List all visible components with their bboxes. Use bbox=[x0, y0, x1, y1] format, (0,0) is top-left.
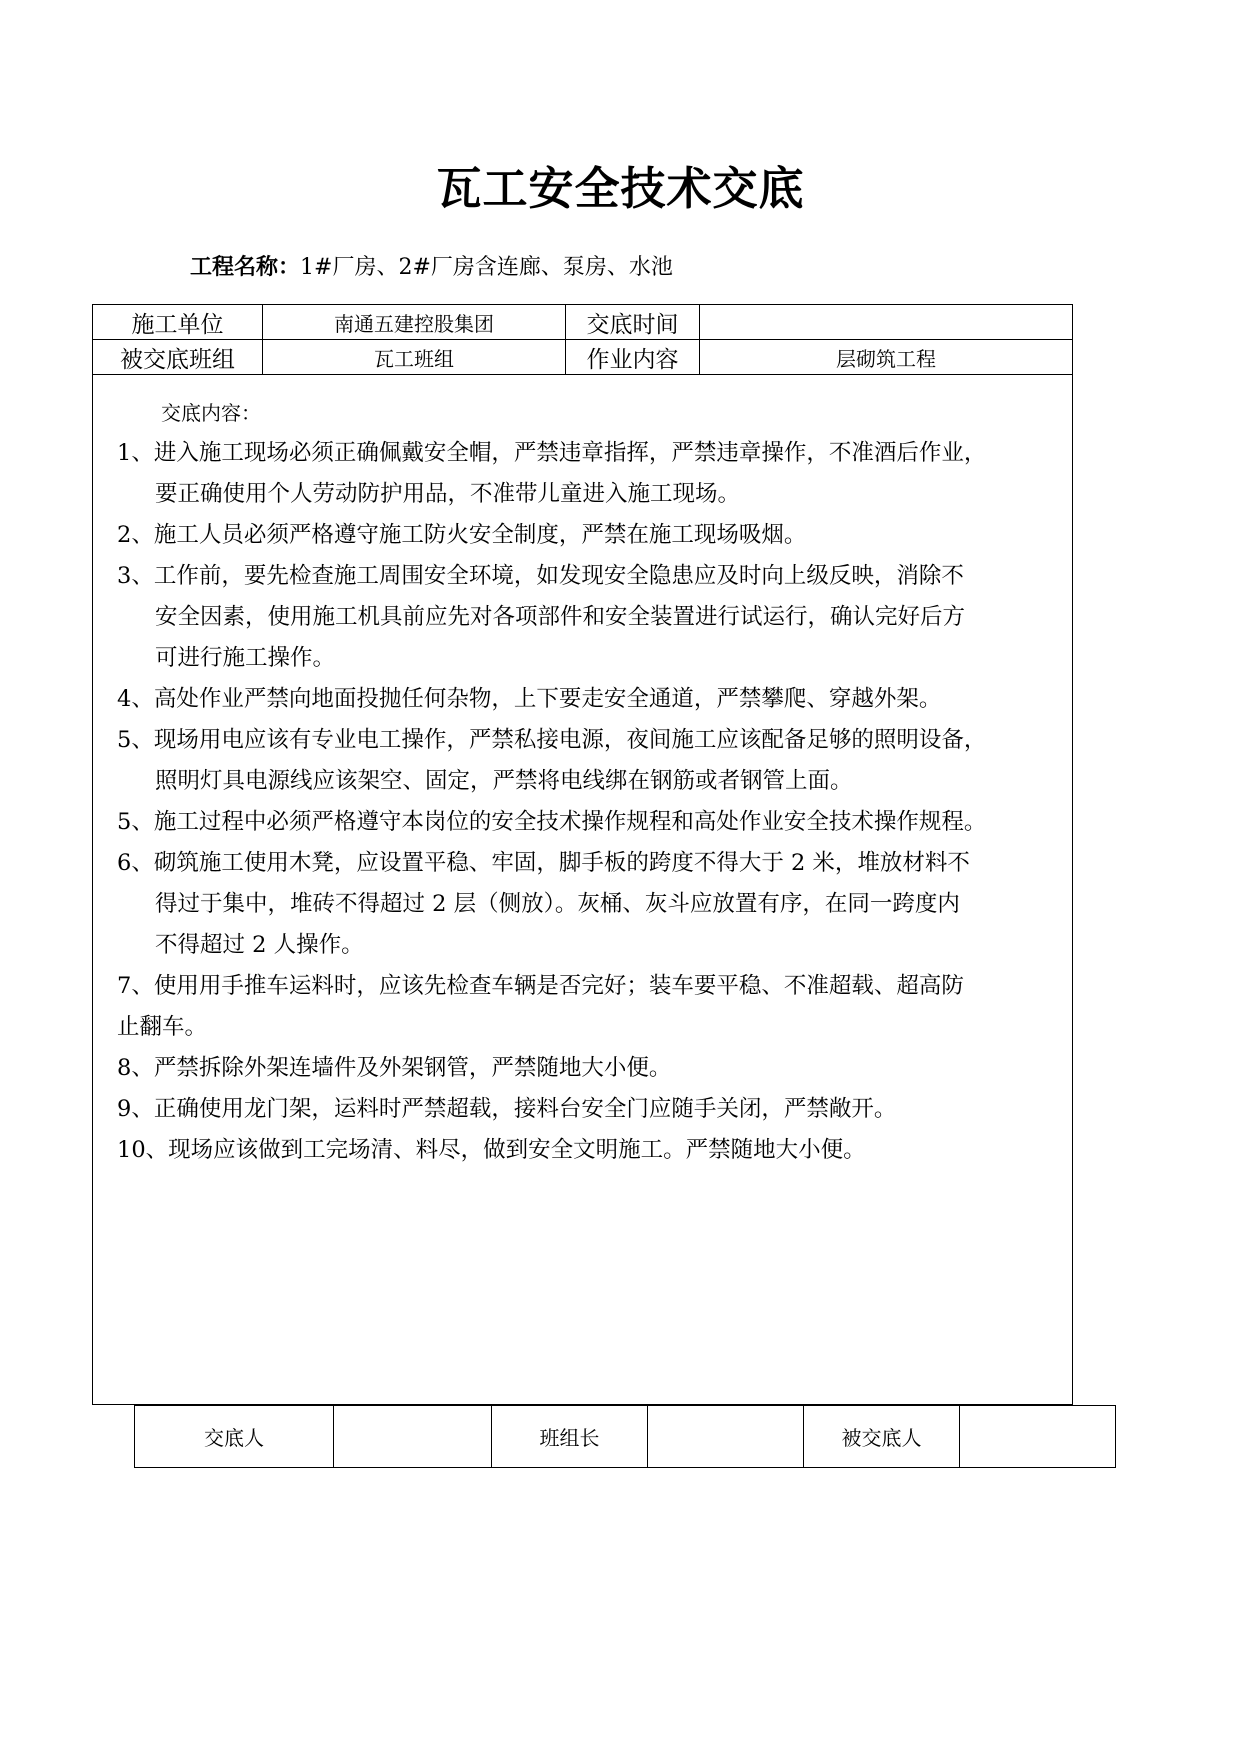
content-line: 要正确使用个人劳动防护用品，不准带儿童进入施工现场。 bbox=[155, 481, 741, 507]
content-line: 5、施工过程中必须严格遵守本岗位的安全技术操作规程和高处作业安全技术操作规程。 bbox=[117, 809, 987, 835]
disclosure-table bbox=[92, 304, 1073, 1405]
handover-time-value[interactable] bbox=[700, 305, 1072, 339]
content-line: 止翻车。 bbox=[117, 1014, 208, 1040]
content-intro: 交底内容： bbox=[161, 401, 261, 425]
content-line: 8、严禁拆除外架连墙件及外架钢管，严禁随地大小便。 bbox=[117, 1055, 672, 1081]
team-label: 被交底班组 bbox=[93, 340, 263, 374]
content-line: 2、施工人员必须严格遵守施工防火安全制度，严禁在施工现场吸烟。 bbox=[117, 522, 807, 548]
content-line: 6、砌筑施工使用木凳，应设置平稳、牢固，脚手板的跨度不得大于 2 米，堆放材料不 bbox=[117, 850, 970, 876]
content-line: 3、工作前，要先检查施工周围安全环境，如发现安全隐患应及时向上级反映，消除不 bbox=[117, 563, 964, 589]
recipient-label: 被交底人 bbox=[804, 1406, 960, 1467]
content-line: 得过于集中，堆砖不得超过 2 层（侧放）。灰桶、灰斗应放置有序，在同一跨度内 bbox=[155, 891, 960, 917]
work-content-value[interactable]: 层砌筑工程 bbox=[836, 346, 936, 371]
content-line: 10、现场应该做到工完场清、料尽，做到安全文明施工。严禁随地大小便。 bbox=[117, 1137, 866, 1163]
content-line: 9、正确使用龙门架，运料时严禁超载，接料台安全门应随手关闭，严禁敞开。 bbox=[117, 1096, 897, 1122]
handover-time-label: 交底时间 bbox=[566, 305, 700, 339]
content-line: 7、使用用手推车运料时，应该先检查车辆是否完好；装车要平稳、不准超载、超高防 bbox=[117, 973, 964, 999]
signature-row bbox=[134, 1405, 1116, 1468]
discloser-label: 交底人 bbox=[135, 1406, 334, 1467]
content-line: 4、高处作业严禁向地面投抛任何杂物，上下要走安全通道，严禁攀爬、穿越外架。 bbox=[117, 686, 942, 712]
project-name-line bbox=[190, 250, 673, 281]
content-line: 可进行施工操作。 bbox=[155, 645, 336, 671]
team-leader-label: 班组长 bbox=[492, 1406, 648, 1467]
recipient-value[interactable] bbox=[960, 1406, 1114, 1467]
content-line: 1、进入施工现场必须正确佩戴安全帽，严禁违章指挥，严禁违章操作，不准酒后作业， bbox=[117, 440, 987, 466]
content-line: 5、现场用电应该有专业电工操作，严禁私接电源，夜间施工应该配备足够的照明设备， bbox=[117, 727, 987, 753]
header-row-1 bbox=[93, 305, 1072, 340]
construction-unit-label: 施工单位 bbox=[93, 305, 263, 339]
content-line: 安全因素，使用施工机具前应先对各项部件和安全装置进行试运行，确认完好后方 bbox=[155, 604, 966, 630]
construction-unit-value[interactable]: 南通五建控股集团 bbox=[263, 305, 566, 339]
project-name-value: 1#厂房、2#厂房含连廊、泵房、水池 bbox=[300, 255, 673, 280]
content-line: 照明灯具电源线应该架空、固定，严禁将电线绑在钢筋或者钢管上面。 bbox=[155, 768, 853, 794]
team-leader-value[interactable] bbox=[648, 1406, 804, 1467]
work-content-label: 作业内容 bbox=[566, 340, 700, 374]
discloser-value[interactable] bbox=[334, 1406, 492, 1467]
content-line: 不得超过 2 人操作。 bbox=[155, 932, 364, 958]
document-title: 瓦工安全技术交底 bbox=[436, 162, 805, 215]
team-value[interactable]: 瓦工班组 bbox=[263, 340, 566, 374]
header-row-2 bbox=[93, 340, 1072, 375]
project-name-label: 工程名称： bbox=[190, 255, 301, 280]
